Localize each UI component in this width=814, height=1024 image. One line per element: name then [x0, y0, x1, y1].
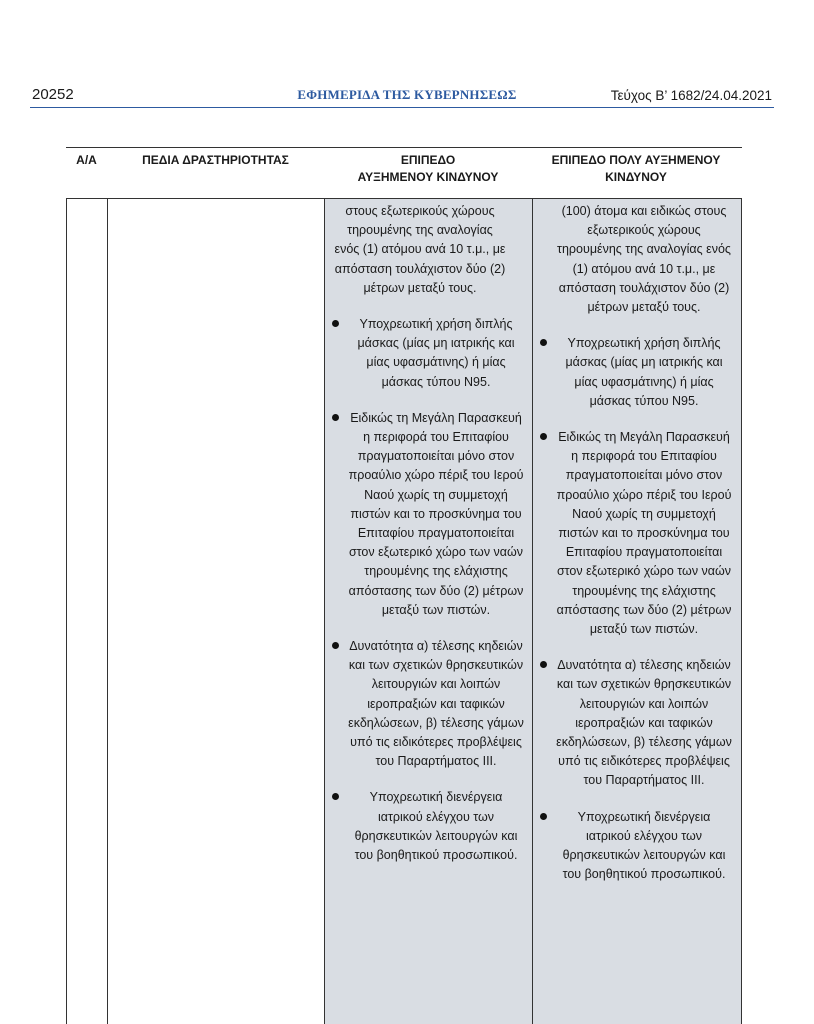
bullet-icon — [540, 433, 547, 440]
header-very-high-risk: ΕΠΙΠΕΔΟ ΠΟΛΥ ΑΥΞΗΜΕΝΟΥ ΚΙΝΔΥΝΟΥ — [551, 153, 721, 184]
list-item — [532, 334, 740, 411]
header-aa: Α/Α — [76, 153, 97, 167]
list-item — [324, 788, 532, 865]
gazette-title: ΕΦΗΜΕΡΙΔΑ ΤΗΣ ΚΥΒΕΡΝΗΣΕΩΣ — [297, 87, 517, 102]
bullet-text: Δυνατότητα α) τέλεσης κηδειών και των σχετικών θρησκευτικών λειτουργιών και λοιπών ιεροπραξιών και ταφικών εκδηλώσεων, β) τέλεσης γάμων υπό τις ειδικότερες προβλέψεις του Παραρτήματος ΙΙΙ. — [556, 658, 732, 788]
column-fields — [107, 147, 325, 1024]
list-item — [324, 409, 532, 620]
page-number: 20252 — [32, 86, 74, 103]
list-item — [532, 808, 740, 885]
header-high-risk: ΕΠΙΠΕΔΟ ΑΥΞΗΜΕΝΟΥ ΚΙΝΔΥΝΟΥ — [357, 153, 499, 184]
list-item — [324, 637, 532, 771]
column-aa — [66, 147, 108, 1024]
bullet-text: Υποχρεωτική χρήση διπλής μάσκας (μίας μη ιατρικής και μίας υφασμάτινης) ή μίας μάσκας τύπου Ν95. — [565, 336, 723, 408]
measures-table — [66, 147, 742, 1024]
table-header-row — [66, 147, 742, 199]
cell-very-high-risk — [532, 202, 740, 885]
intro-text: (100) άτομα και ειδικώς στους εξωτερικούς χώρους τηρουμένης της αναλογίας ενός (1) ατόμου ανά 10 τ.μ., με απόσταση τουλάχιστον δύο (2) μέτρων μεταξύ τους. — [557, 204, 731, 315]
bullet-icon — [332, 414, 339, 421]
list-item — [532, 428, 740, 639]
bullet-text: Υποχρεωτική χρήση διπλής μάσκας (μίας μη ιατρικής και μίας υφασμάτινης) ή μίας μάσκας τύπου Ν95. — [357, 317, 515, 389]
bullet-text: Υποχρεωτική διενέργεια ιατρικού ελέγχου των θρησκευτικών λειτουργών και του βοηθητικού προσωπικού. — [562, 809, 726, 882]
header-fields: ΠΕΔΙΑ ΔΡΑΣΤΗΡΙΟΤΗΤΑΣ — [142, 153, 289, 167]
cell-high-risk — [324, 202, 532, 865]
bullet-text: Υποχρεωτική διενέργεια ιατρικού ελέγχου των θρησκευτικών λειτουργών και του βοηθητικού προσωπικού. — [354, 790, 518, 863]
intro-text: στους εξωτερικούς χώρους τηρουμένης της αναλογίας ενός (1) ατόμου ανά 10 τ.μ., με απόσταση τουλάχιστον δύο (2) μέτρων μεταξύ τους. — [334, 204, 506, 295]
bullet-text: Δυνατότητα α) τέλεσης κηδειών και των σχετικών θρησκευτικών λειτουργιών και λοιπών ιεροπραξιών και ταφικών εκδηλώσεων, β) τέλεσης γάμων υπό τις ειδικότερες προβλέψεις του Παραρτήματος ΙΙΙ. — [348, 639, 524, 769]
bullet-icon — [540, 813, 547, 820]
issue-reference: Τεύχος Β’ 1682/24.04.2021 — [610, 88, 772, 103]
list-item — [532, 656, 740, 790]
bullet-icon — [332, 642, 339, 649]
bullet-text: Ειδικώς τη Μεγάλη Παρασκευή η περιφορά του Επιταφίου πραγματοποιείται μόνο στον προαύλιο χώρο πέριξ του Ιερού Ναού χωρίς τη συμμετοχή πιστών και το προσκύνημα του Επιταφίου πραγματοποιείται στον εξωτερικό χώρο των ναών τηρουμένης της ελάχιστης απόστασης των δύο (2) μέτρων μεταξύ των πιστών. — [348, 410, 524, 617]
list-item — [324, 315, 532, 392]
bullet-icon — [332, 320, 339, 327]
bullet-text: Ειδικώς τη Μεγάλη Παρασκευή η περιφορά του Επιταφίου πραγματοποιείται μόνο στον προαύλιο χώρο πέριξ του Ιερού Ναού χωρίς τη συμμετοχή πιστών και το προσκύνημα του Επιταφίου πραγματοποιείται στον εξωτερικό χώρο των ναών τηρουμένης της ελάχιστης απόστασης των δύο (2) μέτρων μεταξύ των πιστών. — [556, 430, 732, 637]
header-rule — [30, 107, 774, 108]
